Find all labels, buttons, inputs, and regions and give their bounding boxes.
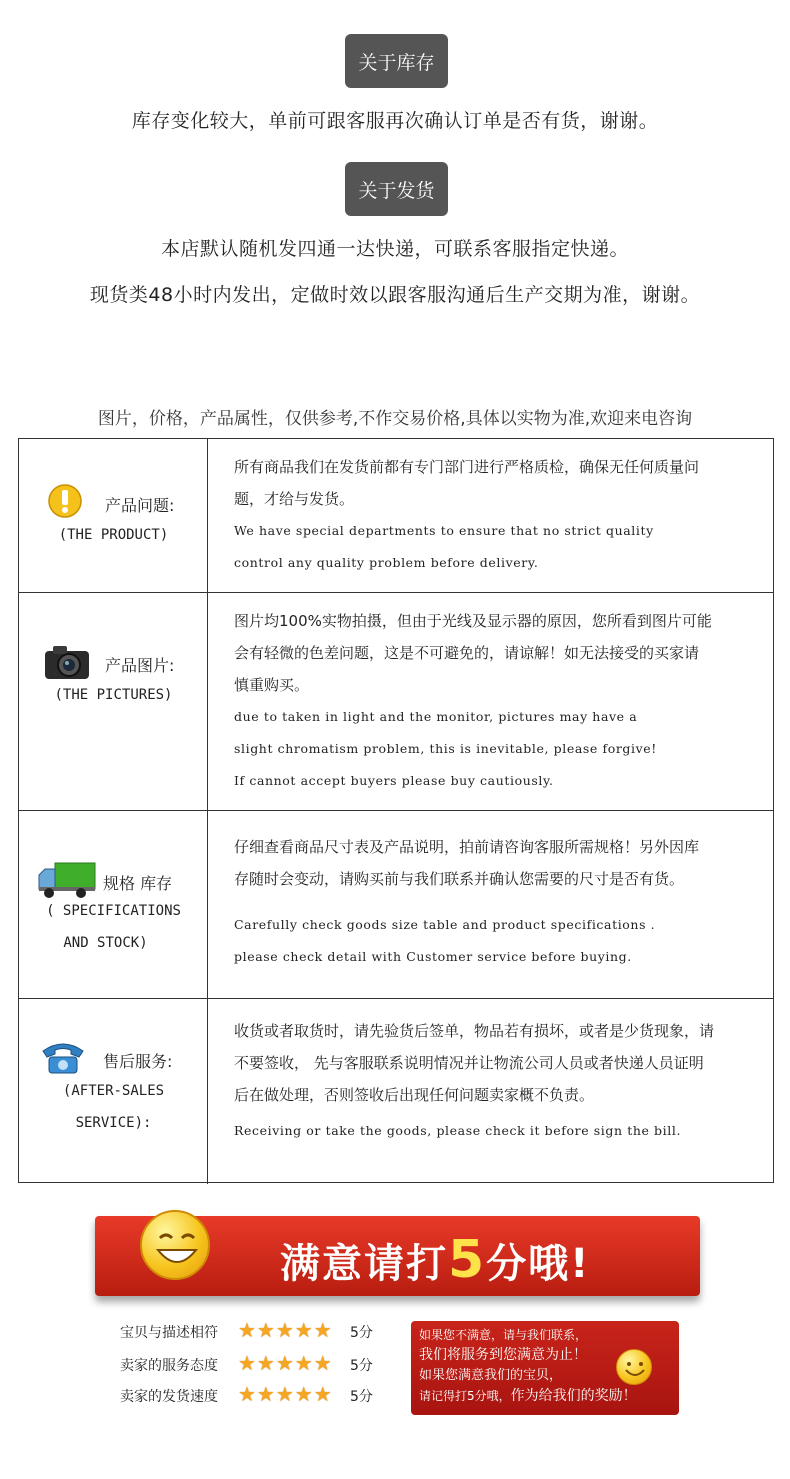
note-line-4b: 作为给我们的奖励！: [510, 1388, 637, 1404]
product-cn-line: 所有商品我们在发货前都有专门部门进行严格质检，确保无任何质量问: [234, 458, 700, 476]
pictures-en-line: slight chromatism problem, this is inevitable, please forgive!: [234, 741, 657, 756]
table-row-label-cell: [19, 593, 208, 810]
specifications-cn-line: 存随时会变动，请购买前与我们联系并确认您需要的尺寸是否有货。: [234, 870, 685, 888]
table-row-label-cell: [19, 439, 208, 592]
table-row-specifications: [19, 811, 773, 999]
table-row-product: [19, 439, 773, 593]
satisfaction-note: [411, 1321, 679, 1415]
star-rating-icon: ★★★★★: [238, 1351, 333, 1375]
rating-score: 5分: [350, 1325, 373, 1341]
star-rating-icon: ★★★★★: [238, 1382, 333, 1406]
product-en-line: control any quality problem before delivery.: [234, 555, 539, 570]
product-label-cn: 产品问题:: [105, 496, 175, 515]
table-row-label-cell: [19, 811, 208, 998]
banner-text-before: 满意请打: [280, 1241, 448, 1287]
specifications-label-en-1: ( SPECIFICATIONS: [46, 903, 181, 919]
after-sales-label-en-1: (AFTER-SALES: [62, 1083, 165, 1099]
pictures-en-line: If cannot accept buyers please buy cautiously.: [234, 773, 554, 788]
table-row-content-cell: [208, 811, 773, 998]
pictures-label-en: (THE PICTURES): [54, 687, 173, 703]
shipping-text-1: 本店默认随机发四通一达快递，可联系客服指定快递。: [160, 238, 629, 260]
rating-label: 卖家的发货速度: [120, 1389, 218, 1405]
pictures-label-cn: 产品图片:: [105, 656, 175, 675]
pictures-cn-line: 会有轻微的色差问题，这是不可避免的，请谅解！如无法接受的买家请: [234, 644, 700, 662]
telephone-icon: [41, 1041, 85, 1075]
rating-score: 5分: [350, 1358, 373, 1374]
banner-number: 5: [448, 1230, 487, 1290]
note-line-4: [419, 1385, 671, 1407]
specifications-label-cn: 规格 库存: [103, 874, 173, 893]
after-sales-label-en-2: SERVICE):: [75, 1115, 152, 1131]
product-en-line: We have special departments to ensure that no strict quality: [234, 523, 654, 538]
specifications-en-line: Carefully check goods size table and product specifications .: [234, 917, 656, 932]
table-row-pictures: [19, 593, 773, 811]
note-line-1: 如果您不满意，请与我们联系，: [419, 1328, 588, 1342]
after-sales-label-cn: 售后服务:: [103, 1052, 173, 1071]
after-sales-en-line: Receiving or take the goods, please check it before sign the bill.: [234, 1123, 682, 1138]
table-row-after-sales: [19, 999, 773, 1184]
product-cn-line: 题，才给与发货。: [234, 490, 355, 508]
stock-badge: 关于库存: [345, 34, 448, 88]
exclamation-icon: [47, 483, 83, 519]
table-row-content-cell: [208, 439, 773, 592]
note-line-2: 我们将服务到您满意为止！: [419, 1347, 587, 1363]
smiley-icon: [616, 1349, 652, 1385]
banner-text-after: 分哦!: [486, 1241, 591, 1287]
table-row-content-cell: [208, 593, 773, 810]
note-line-3: 如果您满意我们的宝贝，: [419, 1368, 563, 1383]
rating-score: 5分: [350, 1389, 373, 1405]
banner-text: [280, 1230, 590, 1290]
after-sales-cn-line: 后在做处理，否则签收后出现任何问题卖家概不负责。: [234, 1086, 595, 1104]
pictures-en-line: due to taken in light and the monitor, pictures may have a: [234, 709, 638, 724]
after-sales-cn-line: 不要签收， 先与客服联系说明情况并让物流公司人员或者快递人员证明: [234, 1054, 704, 1072]
price-notice: 图片，价格，产品属性，仅供参考,不作交易价格,具体以实物为准,欢迎来电咨询: [97, 409, 693, 429]
truck-icon: [37, 861, 97, 899]
note-line-4a: 请记得打5分哦，: [419, 1389, 511, 1403]
camera-icon: [43, 643, 91, 681]
product-label-en: (THE PRODUCT): [58, 527, 169, 543]
specifications-en-line: please check detail with Customer service before buying.: [234, 949, 632, 964]
specifications-cn-line: 仔细查看商品尺寸表及产品说明，拍前请咨询客服所需规格！另外因库: [234, 838, 700, 856]
after-sales-cn-line: 收货或者取货时，请先验货后签单，物品若有损坏，或者是少货现象，请: [234, 1022, 715, 1040]
info-table: [18, 438, 774, 1183]
shipping-text-2: 现货类48小时内发出，定做时效以跟客服沟通后生产交期为准，谢谢。: [89, 284, 701, 306]
rating-label: 卖家的服务态度: [120, 1358, 218, 1374]
smiley-thumbs-up-icon: [140, 1210, 210, 1280]
star-rating-icon: ★★★★★: [238, 1318, 333, 1342]
rating-label: 宝贝与描述相符: [120, 1325, 218, 1341]
specifications-label-en-2: AND STOCK): [63, 935, 148, 951]
rating-row: [120, 1318, 390, 1344]
rating-row: [120, 1351, 390, 1377]
stock-text: 库存变化较大，单前可跟客服再次确认订单是否有货，谢谢。: [131, 110, 659, 132]
table-row-content-cell: [208, 999, 773, 1184]
rating-row: [120, 1382, 390, 1408]
shipping-badge: 关于发货: [345, 162, 448, 216]
pictures-cn-line: 慎重购买。: [234, 676, 310, 694]
table-row-label-cell: [19, 999, 208, 1184]
pictures-cn-line: 图片均100%实物拍摄，但由于光线及显示器的原因，您所看到图片可能: [234, 612, 712, 630]
